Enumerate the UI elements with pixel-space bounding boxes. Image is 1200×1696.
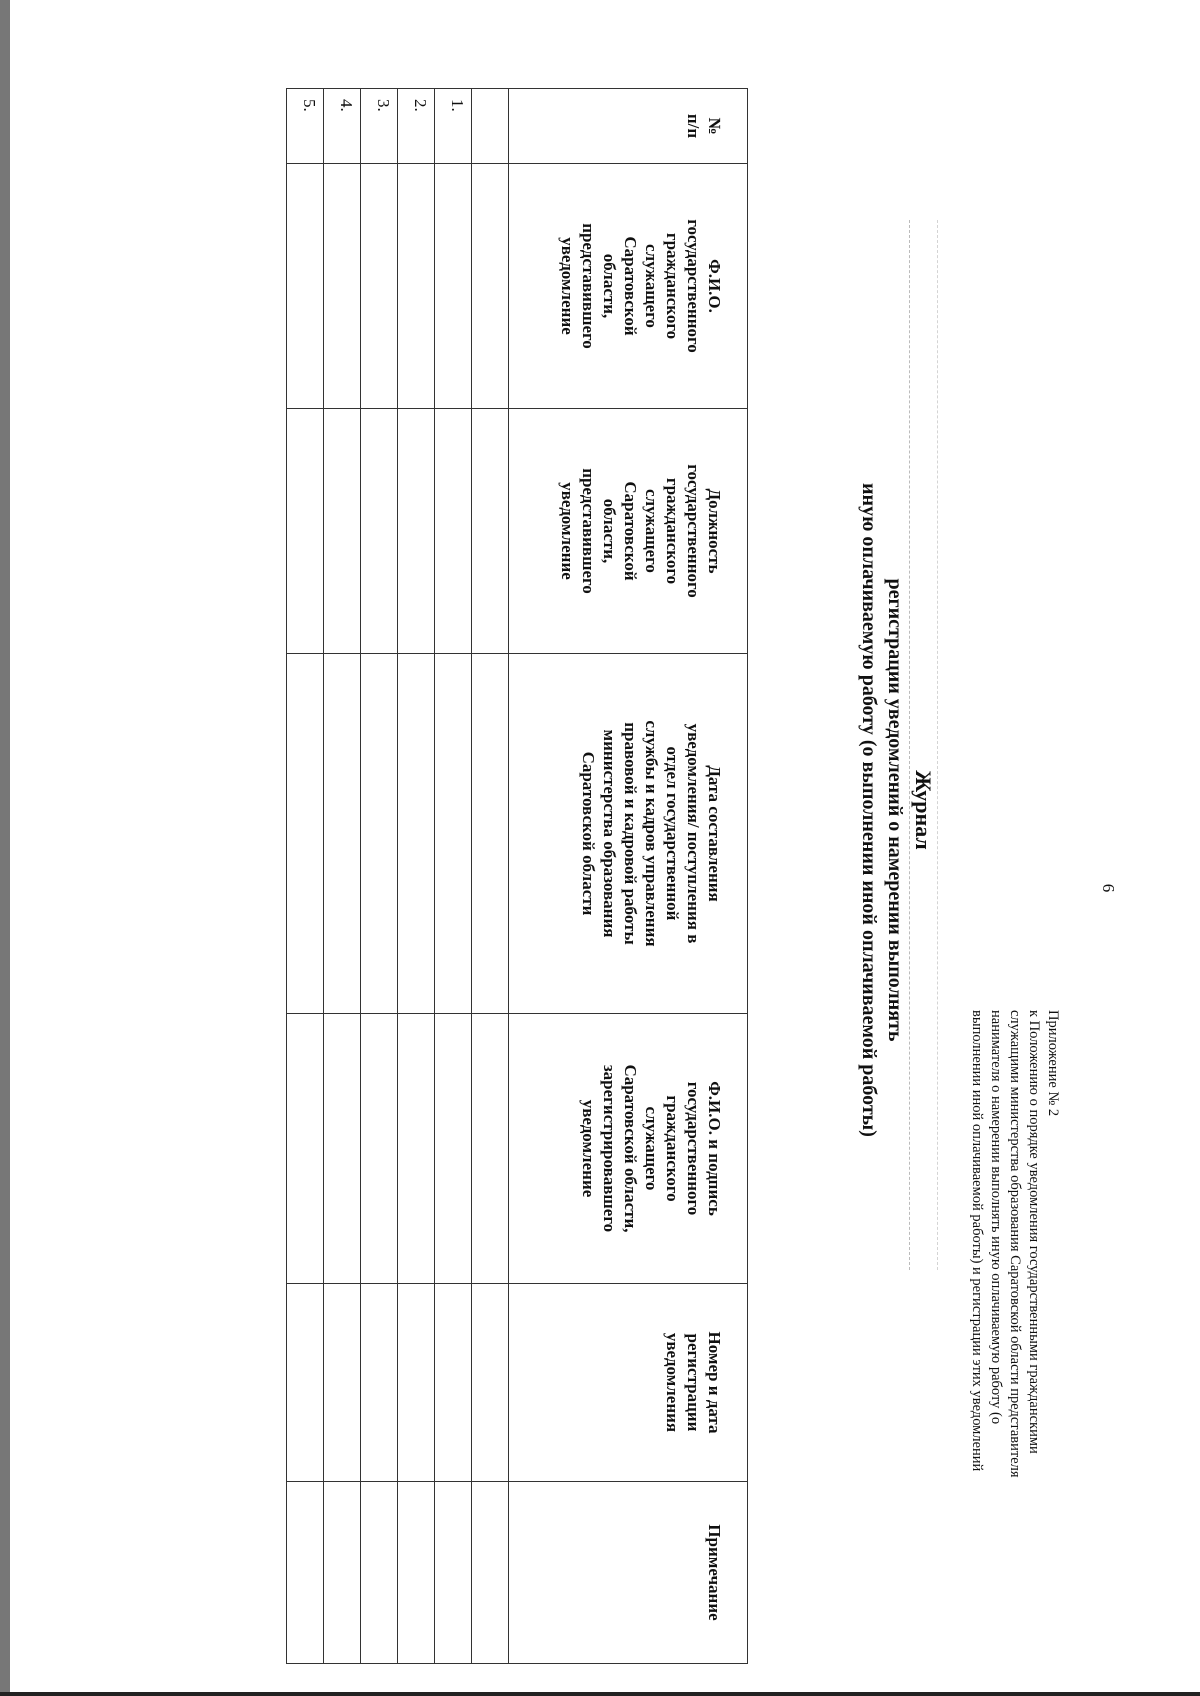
table-header-row [509,89,748,1664]
scan-artifact-line [937,220,938,1270]
title-line: иную оплачиваемую работу (о выполнении иной оплачиваемой работы) [858,483,880,1137]
row-number: 2. [398,89,435,164]
rotated-page-content [10,0,1200,1692]
appendix-note [967,1010,1062,1610]
row-number: 1. [435,89,472,164]
viewer-left-edge [0,0,10,1696]
table-row [435,89,472,1664]
header-date: Дата составления уведомления/ поступления в отдел государственной службы и кадров управления правовой и кадровой работы министерства образования Саратовской области [509,654,748,1014]
title-line: Журнал [911,770,936,850]
table-row [398,89,435,1664]
appendix-line: Приложение № 2 [1045,1010,1061,1117]
header-position: Должность государственного гражданского служащего Саратовской области, представившего уведомление [509,409,748,654]
appendix-line: нанимателя о намерении выполнять иную оплачиваемую работу (о [988,1010,1004,1425]
title-line: регистрации уведомлений о намерении выполнять [884,578,906,1042]
document-title [856,260,938,1360]
row-number: 3. [361,89,398,164]
page-number: 6 [1099,883,1118,893]
table-row [287,89,324,1664]
viewer-bottom-edge [0,1692,1200,1696]
row-number: 4. [324,89,361,164]
header-employee-name: Ф.И.О. государственного гражданского служащего Саратовской области, представившего уведомление [509,164,748,409]
scan-artifact-line [909,220,910,1270]
table-row [472,89,509,1664]
header-registration-number: Номер и дата регистрации уведомления [509,1284,748,1482]
header-number: № п/п [509,89,748,164]
journal-table [286,88,748,1664]
document-page [10,0,1200,1692]
row-number: 5. [287,89,324,164]
appendix-line: выполнении иной оплачиваемой работы) и регистрации этих уведомлений [969,1010,985,1472]
table-row [361,89,398,1664]
header-registrar: Ф.И.О. и подпись государственного гражданского служащего Саратовской области, зарегистрировавшего уведомление [509,1014,748,1284]
table-row [324,89,361,1664]
header-note: Примечание [509,1482,748,1664]
appendix-line: к Положению о порядке уведомления государственными гражданскими [1026,1010,1042,1454]
appendix-line: служащими министерства образования Саратовской области представителя [1007,1010,1023,1478]
